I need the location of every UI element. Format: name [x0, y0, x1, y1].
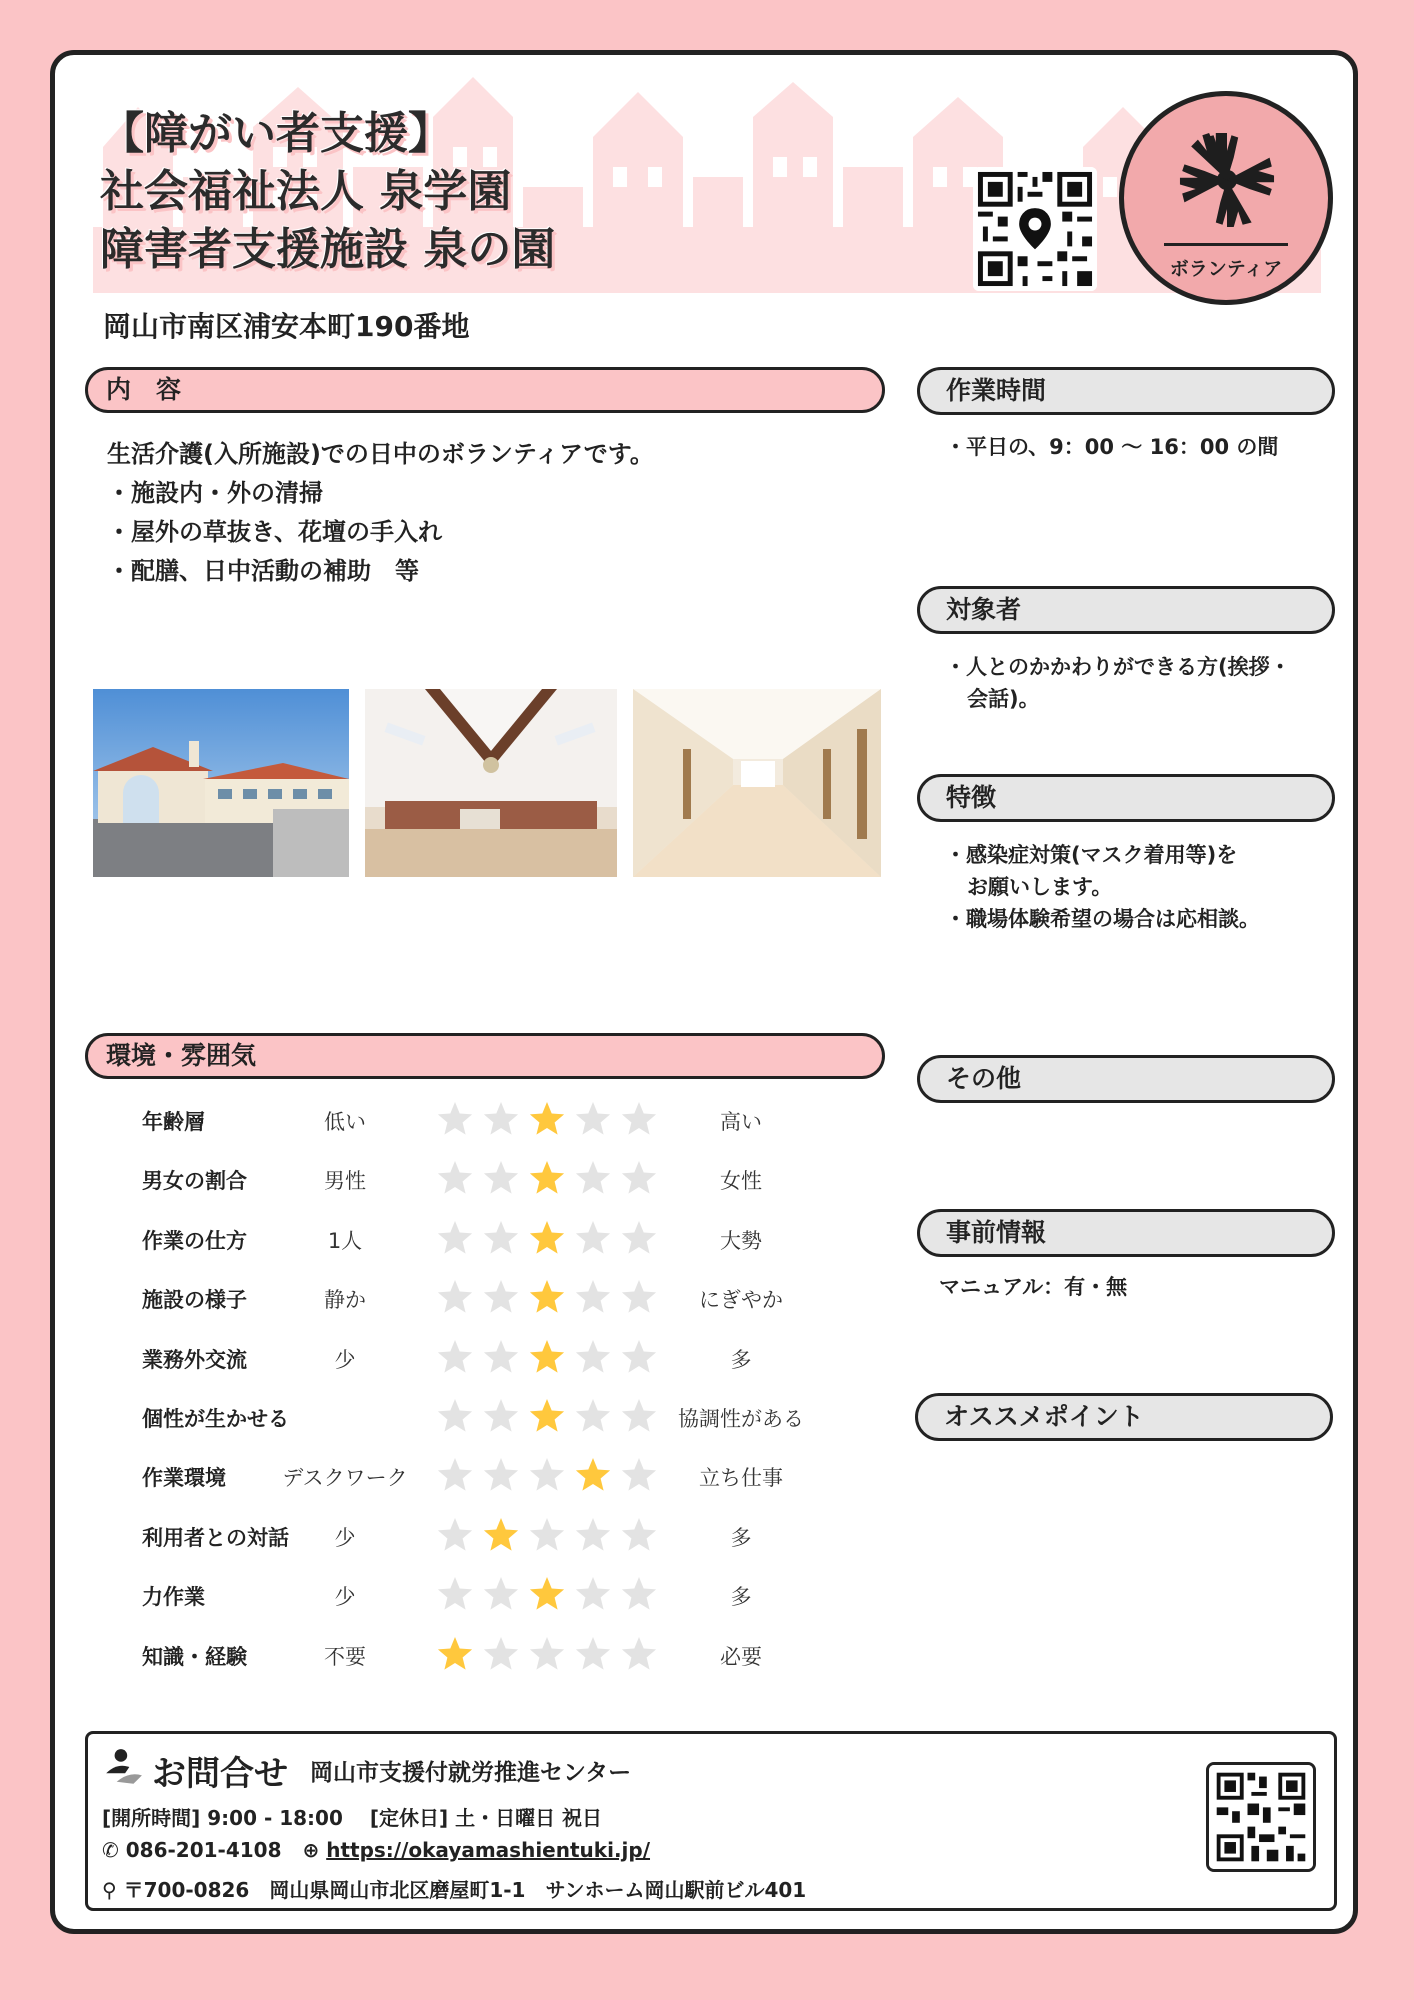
- star-icon-empty: [530, 1637, 564, 1670]
- star-icon-empty: [438, 1280, 472, 1313]
- rating-label: 知識・経験: [142, 1644, 247, 1669]
- rating-label: 個性が生かせる: [142, 1407, 289, 1431]
- title-block: [100, 105, 555, 279]
- star-icon-empty: [484, 1399, 518, 1432]
- work-hours-text: ・平日の、9：00 〜 16：00 の間: [945, 435, 1279, 459]
- features-line-3: ・職場体験希望の場合は応相談。: [945, 907, 1260, 931]
- rating-low-label: 少: [334, 1347, 356, 1372]
- star-rating: [431, 1159, 671, 1199]
- star-icon-empty: [576, 1161, 610, 1194]
- star-icon-empty: [484, 1221, 518, 1254]
- star-icon-filled: [530, 1221, 564, 1254]
- map-qr-code[interactable]: [973, 167, 1097, 291]
- rating-high-label: 多: [730, 1525, 752, 1550]
- star-icon-empty: [484, 1577, 518, 1610]
- rating-row: [55, 1456, 875, 1496]
- badge-label: ボランティア: [1169, 258, 1283, 280]
- contact-organization: 岡山市支援付就労推進センター: [310, 1760, 632, 1786]
- features-line-2: お願いします。: [967, 875, 1113, 899]
- rating-high-label: 多: [730, 1585, 752, 1610]
- contact-box: [85, 1731, 1337, 1911]
- star-icon-empty: [530, 1518, 564, 1551]
- volunteer-badge: [1119, 91, 1333, 305]
- content-heading: 内 容: [85, 367, 885, 413]
- star-rating: [431, 1456, 671, 1496]
- star-icon-filled: [530, 1340, 564, 1373]
- content-line-2: ・施設内・外の清掃: [107, 479, 323, 507]
- rating-label: 男女の割合: [142, 1169, 247, 1194]
- star-icon-filled: [530, 1102, 564, 1135]
- rating-label: 力作業: [142, 1585, 205, 1610]
- content-line-4: ・配膳、日中活動の補助 等: [107, 557, 419, 585]
- contact-hours: [開所時間] 9:00 - 18:00 [定休日] 土・日曜日 祝日: [102, 1806, 603, 1830]
- star-icon-filled: [530, 1399, 564, 1432]
- rating-label: 作業環境: [142, 1466, 226, 1491]
- star-icon-empty: [438, 1458, 472, 1491]
- rating-high-label: 必要: [720, 1644, 762, 1669]
- star-icon-filled: [530, 1577, 564, 1610]
- star-rating: [431, 1397, 671, 1437]
- star-icon-filled: [438, 1637, 472, 1670]
- star-rating: [431, 1278, 671, 1318]
- star-icon-empty: [576, 1518, 610, 1551]
- location-pin-icon: ⚲: [102, 1878, 117, 1902]
- title-facility: 障害者支援施設 泉の園: [100, 224, 556, 275]
- rating-low-label: 男性: [324, 1169, 366, 1194]
- rating-high-label: 立ち仕事: [699, 1466, 783, 1491]
- rating-label: 業務外交流: [142, 1347, 247, 1372]
- rating-label: 作業の仕方: [142, 1228, 247, 1253]
- star-icon-filled: [530, 1280, 564, 1313]
- facility-corridor-photo: [633, 689, 881, 877]
- contact-address: 〒700-0826 岡山県岡山市北区磨屋町1-1 サンホーム岡山駅前ビル401: [123, 1878, 807, 1902]
- rating-low-label: 少: [334, 1585, 356, 1610]
- other-heading: その他: [917, 1055, 1335, 1103]
- target-heading: 対象者: [917, 586, 1335, 634]
- rating-low-label: デスクワーク: [282, 1466, 408, 1491]
- star-icon-filled: [484, 1518, 518, 1551]
- star-icon-empty: [484, 1102, 518, 1135]
- badge-divider: [1164, 243, 1288, 246]
- star-icon-empty: [484, 1280, 518, 1313]
- rating-high-label: 大勢: [720, 1228, 762, 1253]
- star-icon-filled: [576, 1458, 610, 1491]
- contact-title: お問合せ: [152, 1754, 288, 1794]
- star-icon-empty: [576, 1280, 610, 1313]
- phone-icon: ✆: [102, 1838, 119, 1862]
- star-rating: [431, 1219, 671, 1259]
- star-icon-empty: [438, 1221, 472, 1254]
- star-icon-empty: [484, 1340, 518, 1373]
- contact-address-row: [102, 1874, 806, 1903]
- star-rating: [431, 1575, 671, 1615]
- target-line-2: 会話)。: [967, 687, 1040, 711]
- rating-low-label: 不要: [324, 1644, 366, 1669]
- joined-hands-icon: [1171, 124, 1283, 236]
- star-icon-empty: [530, 1458, 564, 1491]
- facility-exterior-photo: [93, 689, 349, 877]
- content-line-1: 生活介護(入所施設)での日中のボランティアです。: [107, 440, 654, 468]
- contact-qr-code[interactable]: [1206, 1762, 1316, 1872]
- globe-icon: ⊕: [302, 1838, 320, 1862]
- star-rating: [431, 1635, 671, 1675]
- star-rating: [431, 1338, 671, 1378]
- star-icon-empty: [576, 1340, 610, 1373]
- rating-high-label: 協調性がある: [678, 1407, 804, 1431]
- contact-url-link[interactable]: https://okayamashientuki.jp/: [326, 1838, 651, 1862]
- star-rating: [431, 1516, 671, 1556]
- rating-low-label: 低い: [324, 1110, 366, 1134]
- star-icon-empty: [576, 1637, 610, 1670]
- rating-low-label: 静か: [324, 1288, 366, 1313]
- contact-phone-row: [102, 1838, 650, 1862]
- rating-row: [55, 1516, 875, 1556]
- rating-row: [55, 1278, 875, 1318]
- title-organization: 社会福祉法人 泉学園: [100, 166, 512, 217]
- rating-label: 年齢層: [142, 1110, 205, 1134]
- rating-row: [55, 1159, 875, 1199]
- rating-row: [55, 1100, 875, 1140]
- star-icon-empty: [438, 1518, 472, 1551]
- star-icon-filled: [530, 1161, 564, 1194]
- rating-row: [55, 1338, 875, 1378]
- rating-low-label: 1人: [327, 1228, 363, 1253]
- star-icon-empty: [576, 1577, 610, 1610]
- rating-label: 施設の様子: [142, 1288, 247, 1313]
- rating-high-label: 高い: [720, 1110, 762, 1134]
- flyer-card: [50, 50, 1358, 1934]
- facility-hall-photo: [365, 689, 617, 877]
- star-rating: [431, 1100, 671, 1140]
- features-heading: 特徴: [917, 774, 1335, 822]
- rating-row: [55, 1575, 875, 1615]
- title-category: 【障がい者支援】: [100, 108, 452, 159]
- content-line-3: ・屋外の草抜き、花壇の手入れ: [107, 518, 443, 546]
- star-icon-empty: [438, 1399, 472, 1432]
- star-icon-empty: [438, 1577, 472, 1610]
- rating-row: [55, 1219, 875, 1259]
- star-icon-empty: [484, 1161, 518, 1194]
- star-icon-empty: [438, 1102, 472, 1135]
- contact-logo-icon: [102, 1746, 144, 1788]
- star-icon-empty: [576, 1399, 610, 1432]
- work-hours-heading: 作業時間: [917, 367, 1335, 415]
- rating-label: 利用者との対話: [142, 1525, 289, 1550]
- contact-phone[interactable]: 086-201-4108: [125, 1838, 282, 1862]
- rating-low-label: 少: [334, 1525, 356, 1550]
- star-icon-empty: [576, 1221, 610, 1254]
- star-icon-empty: [484, 1637, 518, 1670]
- star-icon-empty: [438, 1161, 472, 1194]
- facility-address: 岡山市南区浦安本町190番地: [103, 310, 470, 343]
- rating-row: [55, 1635, 875, 1675]
- rating-row: [55, 1397, 875, 1437]
- star-icon-empty: [576, 1102, 610, 1135]
- target-line-1: ・人とのかかわりができる方(挨拶・: [945, 655, 1291, 679]
- advance-info-text: マニュアル：有・無: [939, 1275, 1128, 1299]
- rating-high-label: 多: [730, 1347, 752, 1372]
- star-icon-empty: [484, 1458, 518, 1491]
- rating-high-label: にぎやか: [699, 1288, 783, 1313]
- features-line-1: ・感染症対策(マスク着用等)を: [945, 843, 1238, 867]
- recommend-heading: オススメポイント: [915, 1393, 1333, 1441]
- environment-heading: 環境・雰囲気: [85, 1033, 885, 1079]
- advance-info-heading: 事前情報: [917, 1209, 1335, 1257]
- star-icon-empty: [438, 1340, 472, 1373]
- rating-high-label: 女性: [720, 1169, 762, 1194]
